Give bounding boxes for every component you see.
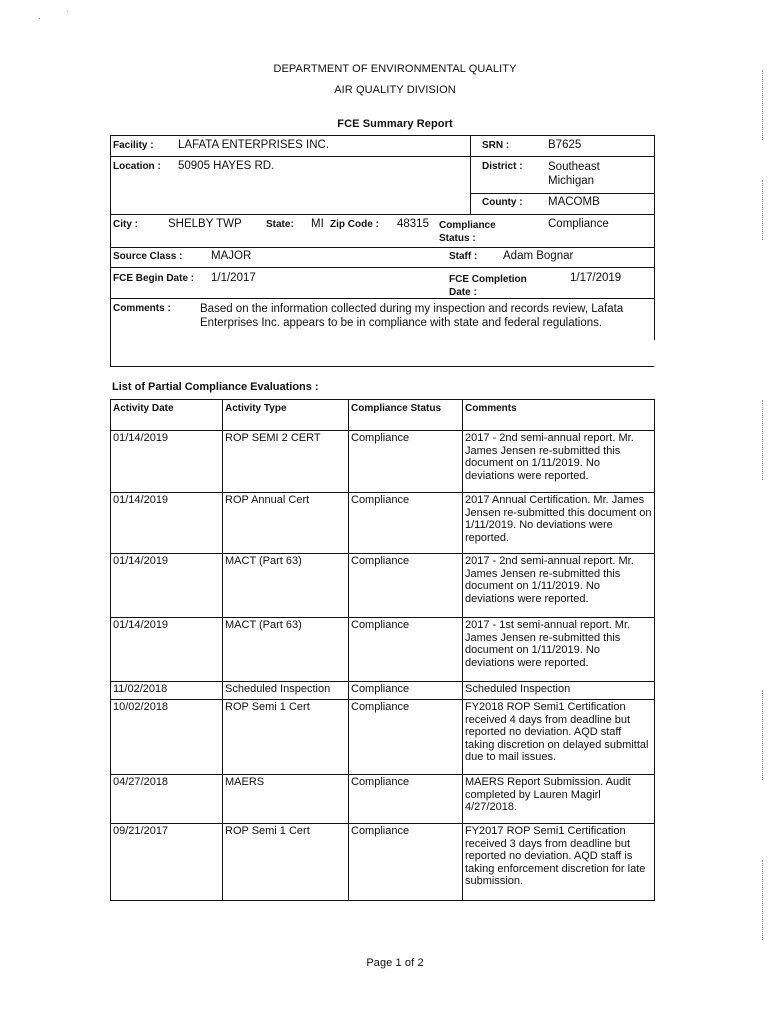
comments-cell: 2017 - 2nd semi-annual report. Mr. James Jensen re-submitted this document on 1/11/2019. No deviations were reported. xyxy=(463,431,655,493)
compliance-status-cell: Compliance xyxy=(349,554,463,618)
activity-type-cell: MAERS xyxy=(223,775,349,824)
comments-cell: Scheduled Inspection xyxy=(463,682,655,700)
table-row xyxy=(111,493,655,554)
comments-label: Comments : xyxy=(113,303,171,314)
activity-type-cell: MACT (Part 63) xyxy=(223,554,349,618)
department-heading: DEPARTMENT OF ENVIRONMENTAL QUALITY xyxy=(273,63,517,75)
county-label: County : xyxy=(482,197,523,208)
activity-date-cell: 01/14/2019 xyxy=(111,431,223,493)
fce-begin-label: FCE Begin Date : xyxy=(113,273,195,284)
source-class-value: MAJOR xyxy=(211,250,252,262)
state-label: State: xyxy=(266,219,294,230)
scan-speck: ` xyxy=(66,10,69,19)
fce-completion-value: 1/17/2019 xyxy=(570,272,622,284)
state-value: MI xyxy=(311,218,324,230)
column-header-compliance-status: Compliance Status xyxy=(349,400,463,431)
pce-header-row xyxy=(111,400,655,431)
fce-begin-value: 1/1/2017 xyxy=(211,272,256,284)
fce-completion-label: FCE Completion Date : xyxy=(449,274,527,298)
county-value: MACOMB xyxy=(548,196,600,208)
comments-cell: FY2017 ROP Semi1 Certification received 3 days from deadline but reported no deviation. AQD staff is taking enforcement discretion for late submission. xyxy=(463,824,655,901)
compliance-status-value: Compliance xyxy=(548,218,609,230)
location-label: Location : xyxy=(113,161,161,172)
activity-date-cell: 10/02/2018 xyxy=(111,700,223,775)
report-title: FCE Summary Report xyxy=(337,118,453,130)
activity-date-cell: 04/27/2018 xyxy=(111,775,223,824)
table-row xyxy=(111,775,655,824)
table-row xyxy=(111,431,655,493)
scan-margin-artifact xyxy=(762,180,764,240)
comments-cell: 2017 - 1st semi-annual report. Mr. James Jensen re-submitted this document on 1/11/2019. No deviations were reported. xyxy=(463,618,655,682)
location-value: 50905 HAYES RD. xyxy=(178,160,275,172)
compliance-status-cell: Compliance xyxy=(349,431,463,493)
zip-value: 48315 xyxy=(397,218,429,230)
activity-type-cell: Scheduled Inspection xyxy=(223,682,349,700)
column-header-activity-date: Activity Date xyxy=(111,400,223,431)
scan-margin-artifact xyxy=(762,860,764,940)
pce-table xyxy=(110,399,655,901)
activity-type-cell: ROP Semi 1 Cert xyxy=(223,824,349,901)
compliance-status-cell: Compliance xyxy=(349,824,463,901)
pce-section-title: List of Partial Compliance Evaluations : xyxy=(112,381,319,393)
facility-label: Facility : xyxy=(113,140,154,151)
zip-label: Zip Code : xyxy=(330,219,379,230)
comments-cell: 2017 Annual Certification. Mr. James Jensen re-submitted this document on 1/11/2019. No deviations were reported. xyxy=(463,493,655,554)
table-row xyxy=(111,700,655,775)
table-row xyxy=(111,682,655,700)
scan-speck: · xyxy=(38,14,41,23)
page-number: Page 1 of 2 xyxy=(366,957,424,969)
activity-date-cell: 01/14/2019 xyxy=(111,493,223,554)
srn-label: SRN : xyxy=(482,140,510,151)
district-label: District : xyxy=(482,161,523,172)
compliance-status-cell: Compliance xyxy=(349,700,463,775)
scan-margin-artifact xyxy=(762,400,764,480)
compliance-status-label: Compliance Status : xyxy=(439,220,496,244)
division-heading: AIR QUALITY DIVISION xyxy=(334,84,456,96)
activity-date-cell: 01/14/2019 xyxy=(111,618,223,682)
table-row xyxy=(111,618,655,682)
staff-label: Staff : xyxy=(449,251,478,262)
compliance-status-cell: Compliance xyxy=(349,682,463,700)
table-row xyxy=(111,824,655,901)
activity-type-cell: MACT (Part 63) xyxy=(223,618,349,682)
column-header-activity-type: Activity Type xyxy=(223,400,349,431)
activity-date-cell: 01/14/2019 xyxy=(111,554,223,618)
scan-margin-artifact xyxy=(762,690,764,780)
compliance-status-cell: Compliance xyxy=(349,493,463,554)
activity-type-cell: ROP SEMI 2 CERT xyxy=(223,431,349,493)
activity-date-cell: 09/21/2017 xyxy=(111,824,223,901)
column-header-comments: Comments xyxy=(463,400,655,431)
compliance-status-cell: Compliance xyxy=(349,618,463,682)
city-label: City : xyxy=(113,219,138,230)
source-class-label: Source Class : xyxy=(113,251,183,262)
compliance-status-cell: Compliance xyxy=(349,775,463,824)
comments-value: Based on the information collected during my inspection and records review, Lafata Enterprises Inc. appears to be in compliance with state and federal regulations. xyxy=(200,303,624,329)
table-row xyxy=(111,554,655,618)
city-value: SHELBY TWP xyxy=(168,218,242,230)
activity-date-cell: 11/02/2018 xyxy=(111,682,223,700)
facility-value: LAFATA ENTERPRISES INC. xyxy=(178,139,330,151)
district-value: Southeast Michigan xyxy=(548,161,600,187)
activity-type-cell: ROP Annual Cert xyxy=(223,493,349,554)
comments-cell: 2017 - 2nd semi-annual report. Mr. James Jensen re-submitted this document on 1/11/2019. No deviations were reported. xyxy=(463,554,655,618)
comments-cell: FY2018 ROP Semi1 Certification received 4 days from deadline but reported no deviation. AQD staff taking discretion on delayed submittal due to mail issues. xyxy=(463,700,655,775)
srn-value: B7625 xyxy=(548,139,582,151)
comments-cell: MAERS Report Submission. Audit completed by Lauren Magirl 4/27/2018. xyxy=(463,775,655,824)
activity-type-cell: ROP Semi 1 Cert xyxy=(223,700,349,775)
staff-value: Adam Bognar xyxy=(503,250,574,262)
